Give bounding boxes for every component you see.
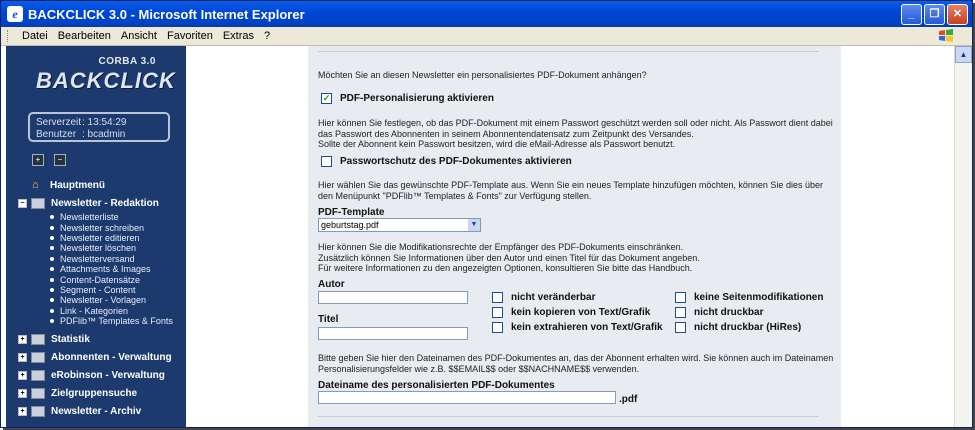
sidebar-section-label: Newsletter - Archiv — [51, 405, 142, 417]
sidebar-item-newsletter-loeschen[interactable] — [50, 243, 186, 253]
filename-label: Dateiname des personalisierten PDF-Dokumentes — [318, 380, 555, 391]
server-time-label: Serverzeit — [36, 117, 82, 128]
menu-help[interactable]: ? — [264, 30, 271, 42]
filename-input[interactable] — [318, 391, 616, 404]
sidebar-item-content-datensaetze[interactable] — [50, 274, 186, 284]
bullet-icon — [50, 226, 54, 230]
window-title: BACKCLICK 3.0 - Microsoft Internet Explorer — [28, 6, 305, 22]
left-margin — [186, 46, 308, 427]
folder-icon — [31, 352, 45, 363]
menu-ansicht[interactable]: Ansicht — [120, 30, 157, 42]
option-nicht-druckbar[interactable] — [675, 307, 763, 318]
filename-info — [318, 353, 833, 374]
vertical-scrollbar[interactable] — [954, 46, 972, 427]
option-kein-extrahieren[interactable] — [492, 322, 663, 333]
expand-icon[interactable]: + — [18, 407, 27, 416]
sidebar-item-label: Newsletter - Vorlagen — [60, 295, 147, 306]
bullet-icon — [50, 267, 54, 271]
sidebar-section-label: eRobinson - Verwaltung — [51, 369, 165, 381]
password-protection-option[interactable] — [321, 156, 572, 167]
bullet-icon — [50, 236, 54, 240]
sidebar-item-newsletterliste[interactable] — [50, 212, 186, 222]
rights-info — [318, 242, 700, 274]
info-line: den Menüpunkt "PDFlib™ Templates & Fonts" zur Verfügung stellen. — [318, 190, 592, 201]
bullet-icon — [50, 278, 54, 282]
close-icon[interactable]: ✕ — [947, 4, 968, 25]
folder-icon — [31, 370, 45, 381]
expand-icon[interactable]: + — [18, 335, 27, 344]
filename-suffix: .pdf — [619, 394, 638, 405]
tree-controls — [32, 154, 66, 166]
pdf-personalization-checkbox[interactable]: ✓ — [322, 93, 331, 103]
sidebar-item-label: Newsletterliste — [60, 212, 119, 223]
sidebar-item-segment-content[interactable] — [50, 285, 186, 295]
main-form — [308, 46, 841, 427]
collapse-all-icon[interactable]: − — [54, 154, 66, 166]
intro-text: Möchten Sie an diesen Newsletter ein personalisiertes PDF-Dokument anhängen? — [318, 70, 647, 80]
info-line: Für weitere Informationen zu den angezeigten Optionen, konsultieren Sie bitte das Handbuch. — [318, 263, 693, 273]
sidebar-section-redaktion[interactable] — [18, 194, 186, 212]
home-icon: ⌂ — [32, 179, 39, 191]
option-checkbox[interactable] — [675, 307, 686, 318]
expand-icon[interactable]: + — [18, 353, 27, 362]
sidebar-section-label: Zielgruppensuche — [51, 387, 138, 399]
folder-icon — [31, 388, 45, 399]
sidebar-nav — [18, 176, 186, 420]
menu-bar — [1, 27, 972, 46]
backclick-logo — [36, 56, 176, 100]
template-select[interactable] — [318, 218, 481, 232]
expand-icon[interactable]: + — [18, 389, 27, 398]
option-label: kein extrahieren von Text/Grafik — [511, 322, 663, 333]
server-info-box — [28, 112, 170, 142]
user-value: : bcadmin — [82, 129, 126, 140]
sidebar-section-zielgruppensuche[interactable] — [18, 384, 186, 402]
option-label: keine Seitenmodifikationen — [694, 292, 824, 303]
toolbar-grip — [7, 30, 11, 42]
bullet-icon — [50, 215, 54, 219]
option-checkbox[interactable] — [675, 292, 686, 303]
windows-logo-icon — [938, 28, 954, 44]
option-checkbox[interactable] — [492, 292, 503, 303]
bullet-icon — [50, 309, 54, 313]
sidebar-item-newsletter-editieren[interactable] — [50, 233, 186, 243]
option-label: nicht druckbar (HiRes) — [694, 322, 802, 333]
sidebar-section-label: Statistik — [51, 333, 90, 345]
sidebar-item-label: Segment - Content — [60, 284, 136, 295]
user-label: Benutzer — [36, 129, 77, 140]
bullet-icon — [50, 288, 54, 292]
option-label: kein kopieren von Text/Grafik — [511, 307, 651, 318]
sidebar-section-archiv[interactable] — [18, 402, 186, 420]
option-checkbox[interactable] — [675, 322, 686, 333]
sidebar-item-label: Hauptmenü — [50, 179, 105, 191]
option-nicht-druckbar-hires[interactable] — [675, 322, 801, 333]
info-line: Personalisierungsfelder wie z.B. $$EMAIL$$ oder $$NACHNAME$$ verwenden. — [318, 363, 640, 374]
option-nicht-veraenderbar[interactable] — [492, 292, 595, 303]
template-select-value: geburtstag.pdf — [321, 220, 379, 230]
sidebar-item-newsletterversand[interactable] — [50, 254, 186, 264]
sidebar-section-abonnenten[interactable] — [18, 348, 186, 366]
logo-version: CORBA 3.0 — [98, 56, 156, 67]
sidebar-item-label: Attachments & Images — [60, 264, 151, 275]
server-time-value: : 13:54:29 — [82, 117, 127, 128]
maximize-icon[interactable]: ❐ — [924, 4, 945, 25]
option-checkbox[interactable] — [492, 307, 503, 318]
info-line: Hier wählen Sie das gewünschte PDF-Template aus. Wenn Sie ein neues Template hinzufügen möchten, können Sie dies über — [318, 180, 823, 190]
password-info — [318, 118, 833, 150]
template-label: PDF-Template — [318, 207, 385, 218]
info-line: das Passwort des Abonnenten in seinem Abonnentendatensatz zum Zeitpunkt des Versandes. — [318, 128, 694, 139]
sidebar-subitems — [18, 212, 186, 326]
password-protection-checkbox[interactable] — [321, 156, 332, 167]
author-input[interactable] — [318, 291, 468, 304]
window-controls — [901, 4, 968, 25]
option-keine-seitenmodifikationen[interactable] — [675, 292, 823, 303]
sidebar-item-newsletter-vorlagen[interactable] — [50, 295, 186, 305]
sidebar-item-label: Newsletter editieren — [60, 232, 140, 243]
title-bar — [1, 1, 972, 27]
menu-favoriten[interactable]: Favoriten — [166, 30, 213, 42]
template-info — [318, 180, 823, 201]
collapse-icon[interactable]: − — [18, 199, 27, 208]
bullet-icon — [50, 319, 54, 323]
info-line: Bitte geben Sie hier den Dateinamen des PDF-Dokumentes an, das der Abonnent erhalten wird. Sie können auch im Dateinamen — [318, 353, 834, 363]
folder-icon — [31, 406, 45, 417]
sidebar-item-label: Newsletter schreiben — [60, 222, 145, 233]
expand-icon[interactable]: + — [18, 371, 27, 380]
menu-bearbeiten[interactable]: Bearbeiten — [57, 30, 111, 42]
pdf-personalization-label: PDF-Personalisierung aktivieren — [340, 93, 494, 104]
sidebar-item-pdflib-templates[interactable] — [50, 316, 186, 326]
sidebar-item-link-kategorien[interactable] — [50, 306, 186, 316]
info-line: Zusätzlich können Sie Informationen über den Autor und einen Titel für das Dokument angeben. — [318, 252, 700, 263]
page-content — [1, 46, 972, 427]
title-input[interactable] — [318, 327, 468, 340]
bullet-icon — [50, 246, 54, 250]
scroll-up-icon[interactable]: ▲ — [955, 46, 972, 63]
bullet-icon — [50, 257, 54, 261]
divider — [318, 51, 819, 52]
option-checkbox[interactable] — [492, 322, 503, 333]
sidebar-item-label: Newsletterversand — [60, 253, 135, 264]
info-line: Sollte der Abonnent kein Passwort besitzen, wird die eMail-Adresse als Passwort benutzt. — [318, 139, 676, 149]
sidebar — [6, 46, 186, 427]
info-line: Hier können Sie die Modifikationsrechte der Empfänger des PDF-Dokuments einschränken. — [318, 242, 684, 252]
sidebar-item-label: Newsletter löschen — [60, 243, 137, 254]
option-label: nicht druckbar — [694, 307, 764, 318]
chevron-down-icon[interactable]: ▼ — [468, 219, 480, 231]
sidebar-section-label: Abonnenten - Verwaltung — [51, 351, 172, 363]
option-label: nicht veränderbar — [511, 292, 596, 303]
bullet-icon — [50, 298, 54, 302]
right-margin — [841, 46, 949, 427]
option-kein-kopieren[interactable] — [492, 307, 650, 318]
sidebar-section-erobinson[interactable] — [18, 366, 186, 384]
sidebar-item-label: Link - Kategorien — [60, 305, 129, 316]
sidebar-item-label: PDFlib™ Templates & Fonts — [60, 316, 173, 327]
logo-text: BACKCLICK — [36, 68, 176, 93]
sidebar-item-hauptmenue[interactable] — [18, 176, 186, 194]
pdf-personalization-option[interactable] — [321, 93, 494, 104]
sidebar-item-newsletter-schreiben[interactable] — [50, 222, 186, 232]
menu-extras[interactable]: Extras — [222, 30, 255, 42]
password-protection-label: Passwortschutz des PDF-Dokumentes aktivieren — [340, 156, 572, 167]
ie-icon: e — [7, 6, 23, 22]
expand-all-icon[interactable]: + — [32, 154, 44, 166]
sidebar-section-statistik[interactable] — [18, 330, 186, 348]
sidebar-item-label: Content-Datensätze — [60, 274, 141, 285]
sidebar-section-label: Newsletter - Redaktion — [51, 197, 159, 209]
divider — [318, 416, 819, 417]
info-line: Hier können Sie festlegen, ob das PDF-Dokument mit einem Passwort geschützt werden soll oder nicht. Als Passwort dient dabei — [318, 118, 833, 128]
sidebar-item-attachments[interactable] — [50, 264, 186, 274]
title-label: Titel — [318, 314, 339, 325]
minimize-icon[interactable]: _ — [901, 4, 922, 25]
menu-datei[interactable]: Datei — [22, 30, 48, 42]
folder-icon — [31, 334, 45, 345]
folder-icon — [31, 198, 45, 209]
author-label: Autor — [318, 279, 345, 290]
